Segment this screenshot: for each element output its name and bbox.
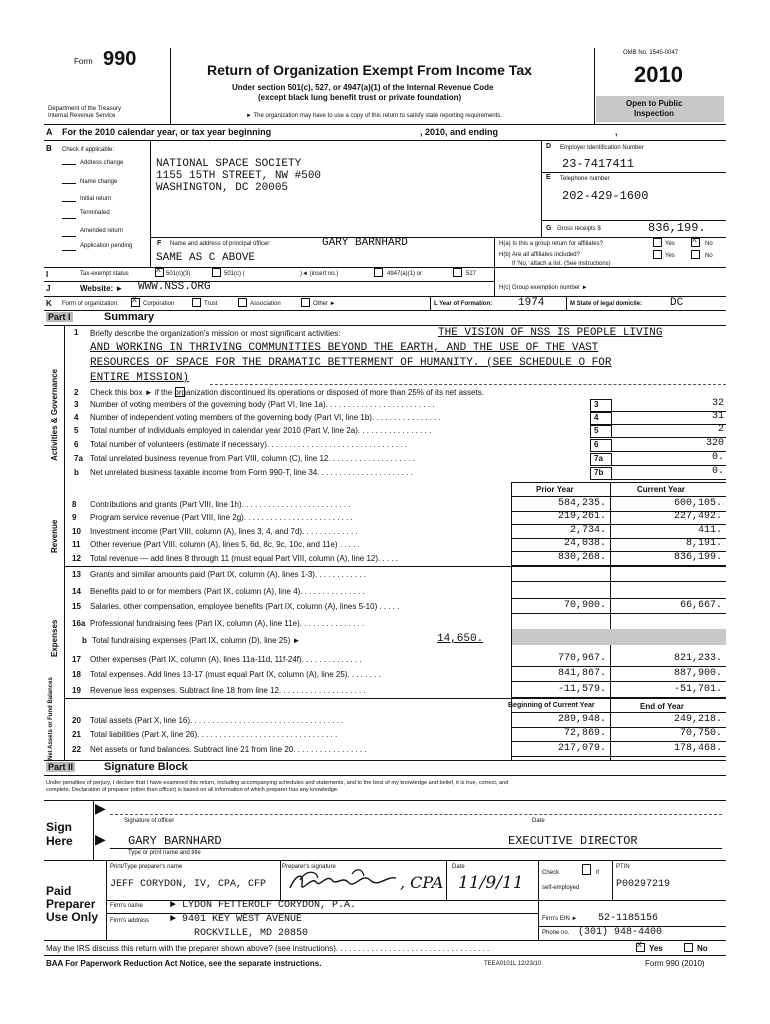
prior-value: 584,235.	[557, 498, 606, 509]
section-b-label: B	[46, 144, 52, 153]
current-value: 249,218.	[673, 714, 722, 725]
side-activities-governance: Activities & Governance	[50, 368, 59, 461]
use-only-label: Use Only	[46, 910, 99, 924]
gov-line-num: 5	[74, 426, 79, 435]
gov-line-text: Number of independent voting members of the governing body (Part VI, line 1b). . . . . . . . . . . . . . . .	[90, 413, 441, 422]
part1-line-num: 8	[72, 500, 77, 509]
principal-officer-address: SAME AS C ABOVE	[156, 252, 256, 264]
discuss-yes-mark: X	[637, 941, 642, 950]
part1-line-text: Revenue less expenses. Subtract line 18 from line 12. . . . . . . . . . . . . . . . . . . .	[90, 686, 366, 695]
gov-line-value: 0.	[711, 452, 724, 463]
row-underline	[511, 756, 726, 757]
gov-line-value: 31	[711, 411, 724, 422]
part1-title: Summary	[104, 311, 155, 323]
side-revenue: Revenue	[50, 519, 59, 553]
officer-title: EXECUTIVE DIRECTOR	[508, 834, 638, 848]
prep-name-label: Print/Type preparer's name	[110, 864, 183, 870]
phone-title: Telephone number	[560, 176, 610, 182]
firm-address-1: ► 9401 KEY WEST AVENUE	[170, 914, 303, 925]
section-j-label: J	[46, 284, 51, 293]
gov-line-text: Total number of volunteers (estimate if necessary). . . . . . . . . . . . . . . . . . . . . . . . . . . . . . . .	[90, 440, 407, 449]
l16b-value: 14,650.	[437, 633, 484, 645]
gov-line-num: 3	[74, 400, 79, 409]
current-value: 887,900.	[673, 668, 722, 679]
part1-line-text: Total expenses. Add lines 13-17 (must equal Part IX, column (A), line 25). . . . . . . .	[90, 670, 381, 679]
k-trust-box[interactable]	[192, 298, 201, 307]
gov-line-num: b	[74, 468, 79, 477]
prior-value: 2,734.	[569, 525, 606, 536]
discuss-no-label: No	[697, 944, 708, 953]
terminated-label: Terminated	[80, 210, 110, 216]
status-501c3-mark: X	[156, 266, 161, 275]
part1-line-num: 11	[72, 540, 81, 549]
self-employed-checkbox[interactable]	[582, 864, 591, 875]
l2-text: Check this box ► if the organization discontinued its operations or disposed of more than 25% of its net assets.	[90, 388, 484, 397]
name-change-label: Name change	[80, 179, 118, 185]
k-association-label: Association	[250, 301, 281, 307]
form-number: 990	[103, 48, 137, 70]
mission-line1: THE VISION OF NSS IS PEOPLE LIVING	[438, 327, 663, 339]
self-employed-label: self-employed	[542, 885, 580, 891]
org-city: WASHINGTON, DC 20005	[156, 182, 289, 194]
part1-line-text: Investment income (Part VIII, column (A), lines 3, 4, and 7d). . . . . . . . . . . . .	[90, 527, 358, 536]
prior-value: 219,261.	[557, 511, 606, 522]
k-other-box[interactable]	[301, 298, 310, 307]
mission-line4: ENTIRE MISSION)	[90, 372, 190, 384]
l1-num: 1	[74, 328, 79, 337]
tax-year: 2010	[634, 62, 683, 87]
firm-address-2: ROCKVILLE, MD 20850	[194, 928, 309, 939]
section-f-label: F	[157, 240, 162, 247]
section-i-label: I	[46, 270, 49, 279]
discuss-no-box[interactable]	[684, 943, 693, 952]
ein-value: 23-7417411	[562, 157, 635, 171]
tax-exempt-status-label: Tax-exempt status	[80, 271, 129, 277]
part1-line-text: Net assets or fund balances. Subtract line 21 from line 20. . . . . . . . . . . . . . . . .	[90, 745, 367, 754]
part1-line-text: Contributions and grants (Part VIII, line 1h). . . . . . . . . . . . . . . . . . . . . . . . .	[90, 500, 351, 509]
part1-line-num: 16a	[72, 619, 86, 628]
status-527-label: 527	[466, 271, 477, 277]
hb-note: If 'No,' attach a list. (See instructions)	[512, 261, 611, 267]
section-k-label: K	[46, 299, 52, 308]
status-501c-box[interactable]	[212, 268, 221, 277]
firm-ein-label: Firm's EIN ►	[542, 916, 578, 922]
discuss-question: May the IRS discuss this return with the preparer shown above? (see instructions). . . . . . . . . . . . . . . . . . . . . . . . . . . . . . . . . . .	[46, 944, 490, 953]
col-end-of-year: End of Year	[640, 702, 684, 711]
line-a-end: ,	[615, 127, 618, 137]
k-other-label: Other ►	[313, 301, 336, 307]
firm-address-label: Firm's address	[110, 918, 150, 924]
firm-name-label: Firm's name	[110, 903, 143, 909]
k-association-box[interactable]	[238, 298, 247, 307]
sig-date-label: Date	[532, 818, 545, 824]
gov-line-box-label: 3	[594, 400, 599, 409]
l16b-num: b	[82, 636, 87, 645]
ptin-label: PTIN	[616, 864, 630, 870]
section-g-label: G	[546, 225, 552, 232]
firm-phone-label: Phone no.	[542, 930, 570, 936]
current-value: 836,199.	[673, 552, 722, 563]
form-subtitle2: (except black lung benefit trust or private foundation)	[258, 93, 462, 102]
prior-value: 841,867.	[557, 668, 606, 679]
row-underline	[511, 581, 726, 582]
sig-officer-label: Signature of officer	[124, 818, 175, 824]
gov-line-underline	[612, 479, 726, 480]
gov-line-text: Total unrelated business revenue from Part VIII, column (C), line 12. . . . . . . . . . . . . . . . . . . .	[90, 454, 416, 463]
part1-line-text: Total assets (Part X, line 16). . . . . . . . . . . . . . . . . . . . . . . . . . . . . . . . . . .	[90, 716, 344, 725]
prior-value: 217,079.	[557, 743, 606, 754]
current-value: 70,750.	[679, 728, 722, 739]
sign-label: Sign	[46, 820, 72, 834]
perjury-line1: Under penalties of perjury, I declare that I have examined this return, including accompanying schedules and statements, and to the best of my knowledge and belief, it is true, correct, and	[46, 780, 509, 786]
firm-name: ► LYDON FETTEROLF CORYDON, P.A.	[170, 900, 357, 911]
open-to-public-1: Open to Public	[626, 99, 683, 108]
part2-label: Part II	[48, 762, 74, 772]
part1-label: Part I	[48, 312, 71, 322]
amended-return-label: Amended return	[80, 228, 124, 234]
status-527-box[interactable]	[453, 268, 462, 277]
row-underline	[511, 741, 726, 742]
perjury-line2: complete. Declaration of preparer (other than officer) is based on all information of which preparer has any knowledge.	[46, 787, 339, 793]
part1-line-num: 22	[72, 745, 81, 754]
hb-no-label: No	[705, 253, 713, 259]
status-501c3-label: 501(c)(3)	[166, 271, 191, 277]
type-print-label: Type or print name and title	[128, 850, 201, 856]
status-4947-label: 4947(a)(1) or	[387, 271, 423, 277]
mission-line3: RESOURCES OF SPACE FOR THE DRAMATIC BETTERMENT OF HUMANITY. (SEE SCHEDULE O FOR	[90, 357, 612, 369]
current-value: -51,701.	[673, 684, 722, 695]
row-underline	[511, 666, 726, 667]
org-street: 1155 15TH STREET, NW #500	[156, 170, 322, 182]
gov-line-value: 2	[717, 424, 724, 435]
prior-value: 830,268.	[557, 552, 606, 563]
ein-title: Employer Identification Number	[560, 145, 644, 151]
gov-line-box-label: 7b	[594, 468, 604, 477]
hb-question: H(b) Are all affiliates included?	[499, 252, 580, 258]
current-value: 227,492.	[673, 511, 722, 522]
form-title: Return of Organization Exempt From Income Tax	[207, 62, 532, 78]
gov-line-text: Total number of individuals employed in calendar year 2010 (Part V, line 2a). . . . . . . . . . . . . . . . .	[90, 426, 432, 435]
part1-line-num: 14	[72, 587, 81, 596]
form-notice: ► The organization may have to use a copy of this return to satisfy state reporting requirements.	[246, 113, 502, 119]
org-name: NATIONAL SPACE SOCIETY	[156, 158, 302, 170]
status-501c-label: 501(c) (	[224, 271, 245, 277]
preparer-name: JEFF CORYDON, IV, CPA, CFP	[110, 879, 267, 890]
gov-line-box-label: 4	[594, 413, 599, 422]
officer-name: GARY BARNHARD	[128, 834, 222, 848]
gov-line-text: Net unrelated business taxable income from Form 990-T, line 34. . . . . . . . . . . . . . . . . . . . . .	[90, 468, 413, 477]
part1-line-num: 19	[72, 686, 81, 695]
firm-ein-value: 52-1185156	[598, 913, 659, 924]
side-expenses: Expenses	[50, 619, 59, 657]
gov-line-box-label: 7a	[594, 454, 603, 463]
mission-line2: AND WORKING IN THRIVING COMMUNITIES BEYOND THE EARTH, AND THE USE OF THE VAST	[90, 342, 599, 354]
year-formation-label: L Year of Formation:	[434, 301, 493, 307]
part1-line-text: Benefits paid to or for members (Part IX, column (A), line 4). . . . . . . . . . . . . . .	[90, 587, 365, 596]
col-prior-year: Prior Year	[536, 485, 574, 494]
part1-line-text: Grants and similar amounts paid (Part IX, column (A), lines 1-3). . . . . . . . . . . .	[90, 570, 367, 579]
form-word: Form	[74, 57, 93, 66]
prior-value: 24,038.	[563, 538, 606, 549]
part1-line-text: Salaries, other compensation, employee benefits (Part IX, column (A), lines 5-10) . . . . .	[90, 602, 400, 611]
status-insert-no: )◄ (insert no.)	[300, 271, 339, 277]
gov-line-value: 32	[711, 398, 724, 409]
part1-line-num: 15	[72, 602, 81, 611]
line-a-label: A	[46, 127, 53, 137]
sign-arrow-icon: ▶	[95, 800, 106, 816]
part1-line-text: Total revenue — add lines 8 through 11 (must equal Part VIII, column (A), line 12). . . . .	[90, 554, 399, 563]
gov-line-value: 320	[705, 438, 724, 449]
part1-line-text: Other revenue (Part VIII, column (A), lines 5, 6d, 8c, 9c, 10c, and 11e) . . . . .	[90, 540, 360, 549]
part1-line-text: Program service revenue (Part VIII, line 2g). . . . . . . . . . . . . . . . . . . . . . . . .	[90, 513, 353, 522]
firm-phone-value: (301) 948-4400	[578, 927, 663, 938]
phone-value: 202-429-1600	[562, 189, 649, 203]
hb-yes-box[interactable]	[653, 250, 662, 259]
website-value[interactable]: WWW.NSS.ORG	[138, 281, 211, 293]
form-of-org-label: Form of organization:	[62, 301, 119, 307]
website-label: Website: ►	[80, 284, 124, 293]
prep-sig-label: Preparer's signature	[282, 864, 336, 870]
part1-line-num: 12	[72, 554, 81, 563]
part1-line-num: 18	[72, 670, 81, 679]
ha-yes-label: Yes	[665, 241, 675, 247]
l1-text: Briefly describe the organization's mission or most significant activities:	[90, 329, 341, 338]
ha-question: H(a) Is this a group return for affiliates?	[499, 241, 603, 247]
preparer-sig-suffix: , CPA	[400, 873, 444, 892]
part1-line-num: 13	[72, 570, 81, 579]
current-value: 600,105.	[673, 498, 722, 509]
hb-yes-label: Yes	[665, 253, 675, 259]
ha-no-mark: X	[692, 236, 697, 245]
part1-line-num: 20	[72, 716, 81, 725]
principal-officer-label: Name and address of principal officer:	[170, 241, 271, 247]
here-label: Here	[46, 834, 73, 848]
line-a-mid: , 2010, and ending	[420, 127, 499, 137]
open-to-public-2: Inspection	[634, 109, 675, 118]
prior-value: 289,948.	[557, 714, 606, 725]
paid-label: Paid	[46, 884, 72, 898]
section-e-label: E	[546, 174, 551, 181]
gross-receipts-label: Gross receipts $	[557, 226, 601, 232]
dept-line2: Internal Revenue Service	[48, 113, 116, 119]
part1-line-num: 10	[72, 527, 81, 536]
gov-line-num: 4	[74, 413, 79, 422]
if-label: if	[596, 870, 599, 876]
current-value: 8,191.	[685, 538, 722, 549]
omb-number: OMB No. 1545-0047	[623, 50, 679, 56]
l2-num: 2	[74, 388, 79, 397]
part1-line-text: Professional fundraising fees (Part IX, column (A), line 11e). . . . . . . . . . . . . . .	[90, 619, 365, 628]
footer-baa: BAA For Paperwork Reduction Act Notice, see the separate instructions.	[46, 959, 322, 968]
preparer-date: 11/9/11	[458, 873, 524, 893]
row-underline	[511, 613, 726, 614]
k-corporation-label: Corporation	[143, 301, 175, 307]
part1-line-num: 9	[72, 513, 77, 522]
prep-date-label: Date	[452, 864, 465, 870]
address-change-label: Address change	[80, 160, 124, 166]
discuss-yes-label: Yes	[649, 944, 663, 953]
current-value: 66,667.	[679, 600, 722, 611]
l16b-text: Total fundraising expenses (Part IX, column (D), line 25) ►	[92, 636, 301, 645]
row-underline	[511, 598, 726, 599]
current-value: 411.	[697, 525, 722, 536]
name-arrow-icon: ▶	[95, 831, 106, 847]
footer-code: TEEA0101L 12/23/10	[484, 961, 542, 967]
check-label: Check	[542, 870, 560, 876]
hc-group-exemption: H(c) Group exemption number ►	[499, 285, 588, 291]
l16b-shade	[512, 629, 726, 645]
state-domicile-value: DC	[670, 297, 684, 309]
prior-value: 70,900.	[563, 600, 606, 611]
gross-receipts-value: 836,199.	[648, 221, 706, 235]
hb-no-box[interactable]	[691, 250, 700, 259]
col-current-year: Current Year	[637, 485, 685, 494]
section-d-label: D	[546, 143, 552, 150]
application-pending-label: Application pending	[80, 243, 133, 249]
l2-discontinued-checkbox[interactable]	[175, 387, 185, 397]
check-if-applicable: Check if applicable:	[62, 147, 115, 153]
year-formation-value: 1974	[518, 297, 545, 309]
gov-line-box-label: 6	[594, 440, 599, 449]
initial-return-label: Initial return	[80, 196, 112, 202]
form-subtitle1: Under section 501(c), 527, or 4947(a)(1) of the Internal Revenue Code	[232, 83, 494, 92]
gov-line-box-label: 5	[594, 426, 599, 435]
prior-value: 770,967.	[557, 653, 606, 664]
preparer-label: Preparer	[46, 897, 96, 911]
gov-line-num: 6	[74, 440, 79, 449]
current-value: 821,233.	[673, 653, 722, 664]
footer-form: Form 990 (2010)	[645, 959, 705, 968]
part2-title: Signature Block	[104, 761, 188, 773]
state-domicile-label: M State of legal domicile:	[570, 301, 643, 307]
prior-value: -11,579.	[557, 684, 606, 695]
part1-line-num: 21	[72, 730, 81, 739]
ha-yes-box[interactable]	[653, 238, 662, 247]
status-4947-box[interactable]	[374, 268, 383, 277]
side-net-assets: Net Assets or Fund Balances	[48, 677, 54, 760]
gov-line-num: 7a	[74, 454, 83, 463]
preparer-signature-icon	[282, 866, 407, 898]
current-value: 178,468.	[673, 743, 722, 754]
ptin-value: P00297219	[616, 879, 671, 890]
row-underline	[511, 681, 726, 682]
part1-line-text: Other expenses (Part IX, column (A), lines 11a-11d, 11f-24f). . . . . . . . . . . . . .	[90, 655, 362, 664]
k-trust-label: Trust	[204, 301, 218, 307]
prior-value: 72,869.	[563, 728, 606, 739]
gov-line-text: Number of voting members of the governing body (Part VI, line 1a). . . . . . . . . . . . . . . . . . . . . . . . .	[90, 400, 435, 409]
part1-line-text: Total liabilities (Part X, line 26). . . . . . . . . . . . . . . . . . . . . . . . . . . . . . . .	[90, 730, 338, 739]
col-beginning: Beginning of Current Year	[508, 702, 595, 709]
k-corporation-mark: X	[132, 296, 137, 305]
gov-line-value: 0.	[711, 466, 724, 477]
dept-line1: Department of the Treasury	[48, 106, 122, 112]
ha-no-label: No	[705, 241, 713, 247]
line-a-text: For the 2010 calendar year, or tax year beginning	[62, 127, 272, 137]
principal-officer-name: GARY BARNHARD	[322, 237, 408, 249]
part1-line-num: 17	[72, 655, 81, 664]
